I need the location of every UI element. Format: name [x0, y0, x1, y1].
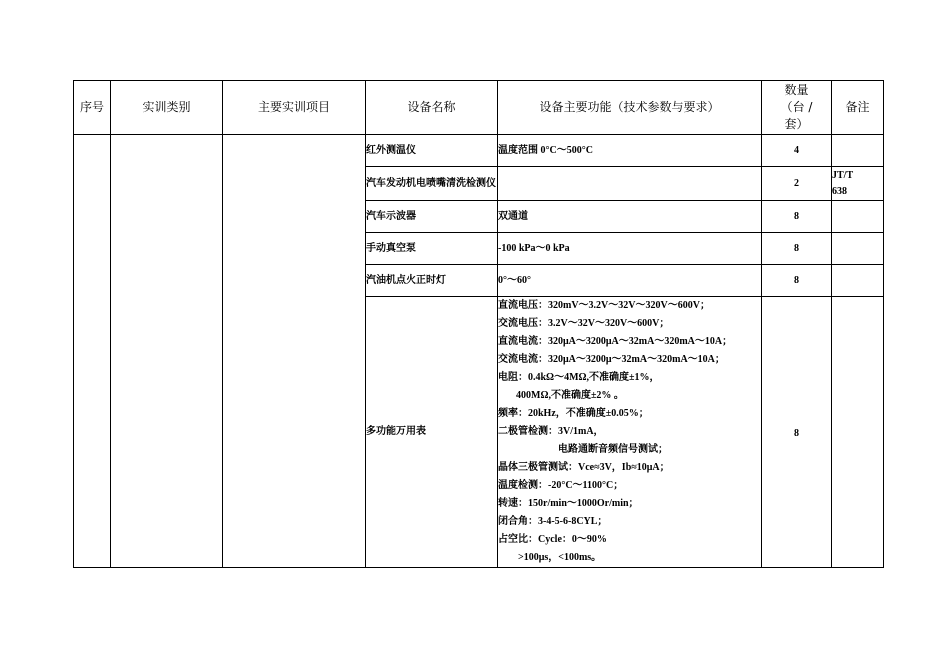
device-name: 汽油机点火正时灯	[366, 265, 498, 297]
device-qty: 8	[762, 233, 832, 265]
device-name: 多功能万用表	[366, 297, 498, 568]
device-qty: 8	[762, 201, 832, 233]
function-line: 占空比：Cycle：0～90%	[498, 534, 607, 545]
device-remark	[832, 265, 884, 297]
device-qty: 4	[762, 135, 832, 167]
header-qty	[762, 81, 832, 135]
function-line: 频率：20kHz，不准确度±0.05%；	[498, 408, 649, 419]
device-function: -100 kPa～0 kPa	[498, 233, 762, 265]
function-line: 闭合角：3-4-5-6-8CYL；	[498, 516, 608, 527]
device-qty: 2	[762, 167, 832, 201]
remark-line: 638	[832, 185, 847, 197]
device-function: 双通道	[498, 201, 762, 233]
function-line: >100μs，<100ms。	[518, 552, 602, 563]
header-remark: 备注	[832, 81, 884, 135]
function-line: 温度检测：-20°C～1100°C；	[498, 480, 624, 491]
remark-line: JT/T	[832, 169, 854, 181]
device-function: 0°～60°	[498, 265, 762, 297]
device-name: 汽车示波器	[366, 201, 498, 233]
device-qty: 8	[762, 265, 832, 297]
device-remark	[832, 233, 884, 265]
header-category: 实训类别	[111, 81, 223, 135]
function-line: 400MΩ,不准确度±2% 。	[516, 390, 624, 401]
device-function: 温度范围 0°C～500°C	[498, 135, 762, 167]
device-function	[498, 167, 762, 201]
device-name: 汽车发动机电喷嘴清洗检测仪	[366, 167, 498, 201]
function-line: 转速：150r/min～1000Or/min；	[498, 498, 639, 509]
device-remark	[832, 201, 884, 233]
header-function: 设备主要功能（技术参数与要求）	[498, 81, 762, 135]
header-qty-line: （台 /	[780, 100, 813, 114]
header-row	[74, 81, 884, 135]
function-line: 电阻：0.4kΩ～4MΩ,不准确度±1%，	[498, 372, 660, 383]
function-line: 交流电流：320μA～3200μ～32mA～320mA～10A；	[498, 354, 725, 365]
function-line: 直流电压：320mV～3.2V～32V～320V～600V；	[498, 300, 710, 311]
project-cell	[223, 135, 366, 568]
table-row	[74, 135, 884, 167]
function-line: 电路通断音频信号测试；	[558, 444, 668, 455]
header-qty-line: 套）	[784, 117, 809, 131]
header-device: 设备名称	[366, 81, 498, 135]
header-project: 主要实训项目	[223, 81, 366, 135]
equipment-table	[73, 80, 884, 568]
category-cell	[111, 135, 223, 568]
device-name: 红外测温仪	[366, 135, 498, 167]
device-qty: 8	[762, 297, 832, 568]
device-remark	[832, 167, 884, 201]
function-line: 交流电压：3.2V～32V～320V～600V；	[498, 318, 670, 329]
device-remark	[832, 297, 884, 568]
function-line: 二极管检测：3V/1mA，	[498, 426, 604, 437]
header-qty-line: 数量	[784, 83, 809, 97]
device-name: 手动真空泵	[366, 233, 498, 265]
device-remark	[832, 135, 884, 167]
device-function	[498, 297, 762, 568]
function-line: 直流电流：320μA～3200μA～32mA～320mA～10A；	[498, 336, 733, 347]
header-index: 序号	[74, 81, 111, 135]
function-line: 晶体三极管测试：Vce≈3V，Ib≈10μA；	[498, 462, 670, 473]
index-cell	[74, 135, 111, 568]
